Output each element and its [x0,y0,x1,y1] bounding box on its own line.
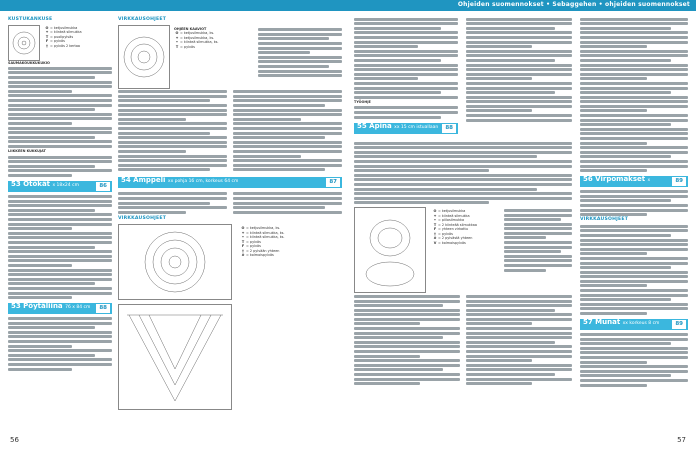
chart-with-legend [8,25,112,61]
right-column-1 [354,16,458,137]
legend-item: T = 2 kiinteää silmukkaa [433,222,477,227]
column-label: KUSTUKANKUSE [8,17,53,22]
legend-2: OHJEEN KAAVIOT O = ketjusilmukka, ks. + = ketjusilmukka, ks. • = kiinteä silmukka, ks. T = pylväs [174,26,219,49]
right-top-bar [348,0,696,11]
legend-item: V = kolmoispylväs [433,240,466,245]
legend-item: • = kiinteä silmukka, ks. [241,235,285,240]
subheading: TYÖOHJE [354,100,371,105]
legend-item: O = ketjusilmukka, ks. [241,226,281,231]
legend-item: F = pylväs [45,39,65,44]
legend-item: • = piilosilmukka [433,218,465,223]
legend-item: # = kolmoispylväs [241,253,274,258]
right-column-2 [466,16,572,123]
right-page [348,0,696,450]
section-53b-header: 53 Pöytäliina 76 x 84 cm 88 [8,303,112,314]
section-54-header: 54 Amppeli xx pohja 16 cm, korkeus 64 cm 87 [118,177,342,188]
legend-item: + = kiinteä silmukka, ks. [241,230,285,235]
left-page-number: 56 [10,436,19,444]
stitch-chart [118,224,232,300]
legend-3 [240,226,285,258]
left-top-bar [0,0,348,11]
legend-item: O = ketjusilmukka [433,209,466,214]
section-53-header: 53 Ötökät x 18x24 cm 86 [8,181,112,192]
section-55-header: 55 Apina xx 15 cm istuallaan 88 [354,123,458,134]
legend-item: O = ketjusilmukka, ks. [175,31,215,36]
legend-item: + = ketjusilmukka, ks. [175,35,215,40]
legend-item: T = pylväs [241,239,261,244]
legend-4 [432,209,477,245]
stitch-chart [354,207,426,293]
stitch-chart [118,304,232,410]
legend-item: + = kiinteä silmukka [433,213,470,218]
column-label: VIRKKAUSOHJEET [580,217,629,223]
legend-item: O = ketjusilmukka [45,25,78,30]
stitch-chart [8,25,40,61]
subheading: LIIKKEEN KUKKUJAT [8,149,46,154]
column-label: VIRKKAUSOHJEET [118,17,167,22]
section-56-header: 56 Virpomakset x 89 [580,176,688,187]
legend-item: + = kiinteä silmukka [45,30,82,35]
legend-1 [44,26,82,49]
legend-item: † = pylväs 2 kertaa [46,43,80,48]
legend-item: T = pylväs [175,44,195,49]
legend-item: † = pylväs [434,231,453,236]
left-column-1 [8,16,112,372]
apina-chart-area [354,207,572,293]
subheading: SAUMAKOUKKUKUKIO [8,60,50,65]
stitch-chart [118,25,170,89]
apina-text [354,140,572,387]
running-header: Ohjeiden suomennokset • Sebaggehen • ohjeiden suomennokset [457,1,690,8]
legend-item: † = 2 pylvään yhteen [242,248,280,253]
legend-item: F = yhteen virkattu [433,227,468,232]
legend-item: F = pylväs [241,244,261,249]
amppeli-charts [118,224,342,420]
left-column-2 [118,16,342,420]
right-column-3 [580,16,688,388]
legend-item: T = puolipylväs [45,34,74,39]
legend-item: • = kiinteä silmukka, ks. [175,40,219,45]
right-page-number: 57 [677,436,686,444]
legend-item: # = 2 pylvästä yhteen [433,236,473,241]
section-57-header: 57 Munat xx korkeus 8 cm 89 [580,319,688,330]
column-label: VIRKKAUSOHJEET [118,216,167,222]
chart-area [118,25,342,89]
